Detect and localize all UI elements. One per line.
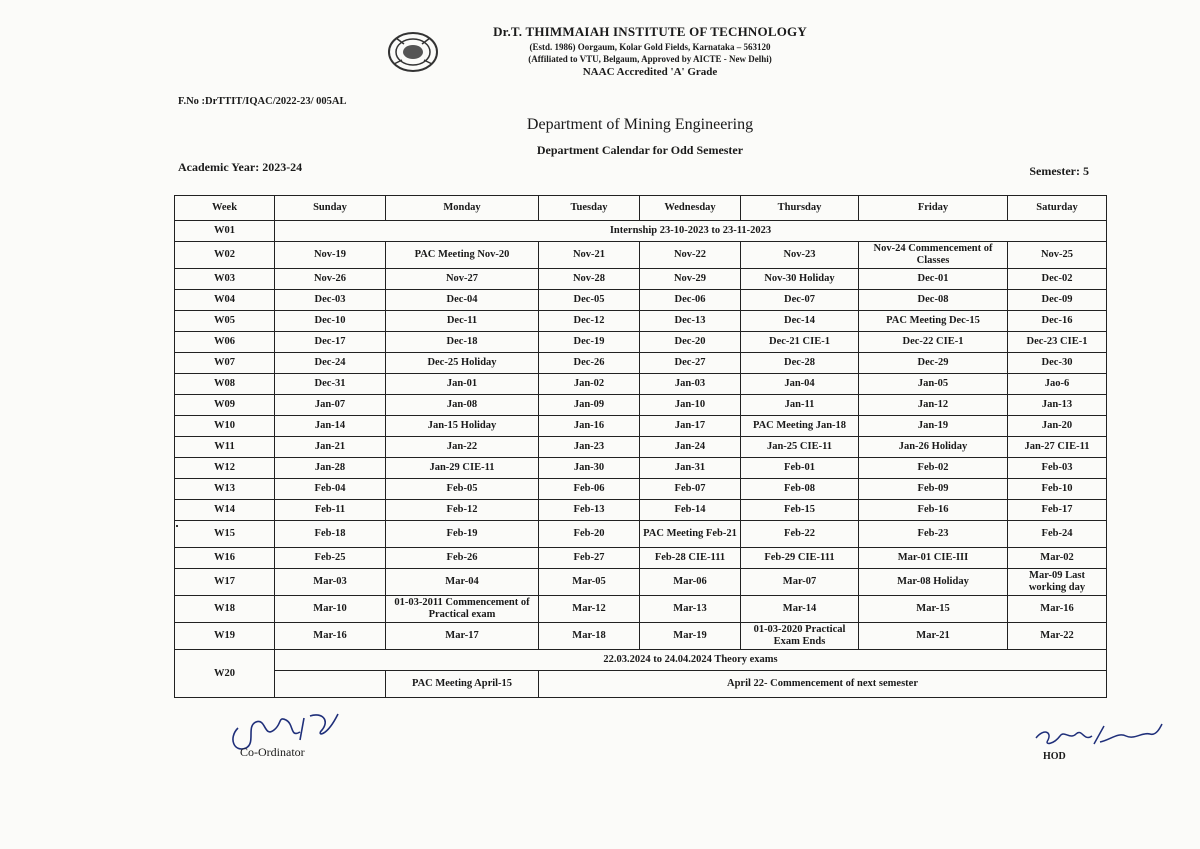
week-cell: W05: [175, 311, 275, 332]
date-cell: Mar-09 Last working day: [1008, 569, 1107, 596]
table-row: [175, 353, 1107, 374]
table-row: [175, 548, 1107, 569]
week-cell: W20: [175, 650, 275, 698]
date-cell: Jan-15 Holiday: [386, 416, 539, 437]
date-cell: Nov-29: [640, 269, 741, 290]
institute-logo: [386, 30, 440, 74]
department-title: Department of Mining Engineering: [526, 116, 754, 133]
table-row: [175, 416, 1107, 437]
date-cell: Jan-08: [386, 395, 539, 416]
date-cell: Dec-01: [859, 269, 1008, 290]
date-cell: Jan-24: [640, 437, 741, 458]
date-cell: Jan-02: [539, 374, 640, 395]
date-cell: Nov-25: [1008, 242, 1107, 269]
date-cell: Dec-22 CIE-1: [859, 332, 1008, 353]
date-cell: Jan-09: [539, 395, 640, 416]
table-row: [175, 395, 1107, 416]
table-row: [175, 332, 1107, 353]
table-header-row: [175, 196, 1107, 221]
date-cell: Dec-19: [539, 332, 640, 353]
date-cell: Mar-19: [640, 623, 741, 650]
date-cell: Jan-21: [275, 437, 386, 458]
date-cell: 01-03-2020 Practical Exam Ends: [741, 623, 859, 650]
week-cell: W02: [175, 242, 275, 269]
date-cell: Feb-08: [741, 479, 859, 500]
date-cell: Feb-20: [539, 521, 640, 548]
date-cell: Dec-16: [1008, 311, 1107, 332]
header-thursday: Thursday: [741, 196, 859, 221]
date-cell: Dec-06: [640, 290, 741, 311]
date-cell: Nov-28: [539, 269, 640, 290]
date-cell: Jan-11: [741, 395, 859, 416]
institute-address: (Estd. 1986) Oorgaum, Kolar Gold Fields, Karnataka – 563120: [529, 42, 771, 52]
empty-cell: [275, 671, 386, 698]
date-cell: Jan-25 CIE-11: [741, 437, 859, 458]
date-cell: Feb-19: [386, 521, 539, 548]
date-cell: Mar-07: [741, 569, 859, 596]
date-cell: Jan-28: [275, 458, 386, 479]
table-row-w20-bottom: [175, 671, 1107, 698]
table-row: [175, 437, 1107, 458]
date-cell: Dec-04: [386, 290, 539, 311]
date-cell: Feb-24: [1008, 521, 1107, 548]
date-cell: PAC Meeting Dec-15: [859, 311, 1008, 332]
date-cell: Mar-05: [539, 569, 640, 596]
table-row: [175, 500, 1107, 521]
next-semester-cell: April 22- Commencement of next semester: [539, 671, 1107, 698]
date-cell: Feb-09: [859, 479, 1008, 500]
date-cell: Jan-12: [859, 395, 1008, 416]
institute-header: [470, 24, 830, 78]
header-week: Week: [175, 196, 275, 221]
date-cell: Jan-19: [859, 416, 1008, 437]
date-cell: Feb-16: [859, 500, 1008, 521]
date-cell: Feb-02: [859, 458, 1008, 479]
week-cell: W09: [175, 395, 275, 416]
date-cell: Jan-07: [275, 395, 386, 416]
week-cell: W12: [175, 458, 275, 479]
table-row: [175, 311, 1107, 332]
date-cell: Jan-29 CIE-11: [386, 458, 539, 479]
table-row: [175, 479, 1107, 500]
date-cell: Dec-18: [386, 332, 539, 353]
date-cell: Jan-22: [386, 437, 539, 458]
table-row: [175, 242, 1107, 269]
date-cell: Feb-15: [741, 500, 859, 521]
date-cell: Feb-05: [386, 479, 539, 500]
date-cell: Mar-02: [1008, 548, 1107, 569]
date-cell: Mar-21: [859, 623, 1008, 650]
week-cell: W15: [175, 521, 275, 548]
date-cell: Nov-19: [275, 242, 386, 269]
date-cell: Nov-21: [539, 242, 640, 269]
date-cell: Mar-08 Holiday: [859, 569, 1008, 596]
department-calendar-table: [174, 195, 1107, 698]
semester-label: Semester: 5: [1029, 164, 1089, 178]
naac-accreditation: NAAC Accredited 'A' Grade: [582, 66, 718, 78]
date-cell: Jao-6: [1008, 374, 1107, 395]
table-row: [175, 569, 1107, 596]
date-cell: Dec-30: [1008, 353, 1107, 374]
date-cell: Mar-14: [741, 596, 859, 623]
table-row: [175, 374, 1107, 395]
header-wednesday: Wednesday: [640, 196, 741, 221]
date-cell: Nov-22: [640, 242, 741, 269]
date-cell: Mar-13: [640, 596, 741, 623]
header-sunday: Sunday: [275, 196, 386, 221]
date-cell: Feb-11: [275, 500, 386, 521]
date-cell: Jan-17: [640, 416, 741, 437]
week-cell: W17: [175, 569, 275, 596]
date-cell: Dec-20: [640, 332, 741, 353]
date-cell: Dec-21 CIE-1: [741, 332, 859, 353]
date-cell: Jan-27 CIE-11: [1008, 437, 1107, 458]
date-cell: Nov-27: [386, 269, 539, 290]
week-cell: W18: [175, 596, 275, 623]
date-cell: Feb-18: [275, 521, 386, 548]
hod-label: HOD: [1043, 751, 1066, 762]
file-number: F.No :DrTTIT/IQAC/2022-23/ 005AL: [178, 96, 347, 107]
date-cell: Dec-03: [275, 290, 386, 311]
week-cell: W16: [175, 548, 275, 569]
date-cell: Jan-03: [640, 374, 741, 395]
date-cell: Mar-16: [275, 623, 386, 650]
date-cell: Jan-13: [1008, 395, 1107, 416]
date-cell: Feb-12: [386, 500, 539, 521]
date-cell: Mar-06: [640, 569, 741, 596]
date-cell: Feb-27: [539, 548, 640, 569]
table-row: [175, 623, 1107, 650]
academic-year: Academic Year: 2023-24: [178, 160, 303, 174]
date-cell: Feb-17: [1008, 500, 1107, 521]
date-cell: Jan-01: [386, 374, 539, 395]
date-cell: Feb-23: [859, 521, 1008, 548]
date-cell: Dec-05: [539, 290, 640, 311]
date-cell: Feb-29 CIE-111: [741, 548, 859, 569]
date-cell: Dec-14: [741, 311, 859, 332]
date-cell: Mar-15: [859, 596, 1008, 623]
date-cell: Feb-06: [539, 479, 640, 500]
date-cell: Dec-23 CIE-1: [1008, 332, 1107, 353]
date-cell: Dec-13: [640, 311, 741, 332]
date-cell: Jan-10: [640, 395, 741, 416]
coordinator-label: Co-Ordinator: [240, 745, 305, 759]
date-cell: PAC Meeting Jan-18: [741, 416, 859, 437]
date-cell: Feb-26: [386, 548, 539, 569]
header-monday: Monday: [386, 196, 539, 221]
institute-name: Dr.T. THIMMAIAH INSTITUTE OF TECHNOLOGY: [493, 24, 807, 39]
date-cell: Jan-26 Holiday: [859, 437, 1008, 458]
week-cell: W13: [175, 479, 275, 500]
week-cell: W07: [175, 353, 275, 374]
week-cell: W01: [175, 221, 275, 242]
date-cell: Dec-12: [539, 311, 640, 332]
date-cell: Dec-27: [640, 353, 741, 374]
week-cell: W03: [175, 269, 275, 290]
date-cell: Dec-29: [859, 353, 1008, 374]
date-cell: Dec-10: [275, 311, 386, 332]
date-cell: Dec-02: [1008, 269, 1107, 290]
table-row: [175, 269, 1107, 290]
date-cell: Feb-22: [741, 521, 859, 548]
date-cell: Mar-10: [275, 596, 386, 623]
date-cell: Feb-28 CIE-111: [640, 548, 741, 569]
table-row: [175, 521, 1107, 548]
table-row: [175, 290, 1107, 311]
table-row-w20-top: [175, 650, 1107, 671]
date-cell: Dec-31: [275, 374, 386, 395]
date-cell: Mar-04: [386, 569, 539, 596]
date-cell: Mar-03: [275, 569, 386, 596]
date-cell: 01-03-2011 Commencement of Practical exam: [386, 596, 539, 623]
date-cell: Dec-26: [539, 353, 640, 374]
header-saturday: Saturday: [1008, 196, 1107, 221]
institute-affiliation: (Affiliated to VTU, Belgaum, Approved by AICTE - New Delhi): [528, 54, 772, 64]
date-cell: Feb-01: [741, 458, 859, 479]
date-cell: Feb-13: [539, 500, 640, 521]
date-cell: Dec-09: [1008, 290, 1107, 311]
date-cell: Jan-23: [539, 437, 640, 458]
date-cell: Dec-07: [741, 290, 859, 311]
date-cell: Feb-14: [640, 500, 741, 521]
date-cell: Nov-30 Holiday: [741, 269, 859, 290]
date-cell: Nov-26: [275, 269, 386, 290]
date-cell: Mar-22: [1008, 623, 1107, 650]
date-cell: Nov-24 Commencement of Classes: [859, 242, 1008, 269]
week-cell: W19: [175, 623, 275, 650]
pac-meeting-cell: PAC Meeting April-15: [386, 671, 539, 698]
date-cell: PAC Meeting Feb-21: [640, 521, 741, 548]
date-cell: Mar-18: [539, 623, 640, 650]
week-cell: W04: [175, 290, 275, 311]
date-cell: Jan-31: [640, 458, 741, 479]
date-cell: Jan-14: [275, 416, 386, 437]
header-friday: Friday: [859, 196, 1008, 221]
date-cell: Mar-16: [1008, 596, 1107, 623]
date-cell: Mar-01 CIE-III: [859, 548, 1008, 569]
date-cell: Dec-17: [275, 332, 386, 353]
week-cell: W14: [175, 500, 275, 521]
table-row-w01: [175, 221, 1107, 242]
date-cell: PAC Meeting Nov-20: [386, 242, 539, 269]
calendar-title: Department Calendar for Odd Semester: [536, 143, 744, 157]
date-cell: Jan-20: [1008, 416, 1107, 437]
date-cell: Dec-25 Holiday: [386, 353, 539, 374]
table-row: [175, 596, 1107, 623]
date-cell: Jan-16: [539, 416, 640, 437]
internship-span-cell: Internship 23-10-2023 to 23-11-2023: [275, 221, 1107, 242]
date-cell: Dec-08: [859, 290, 1008, 311]
date-cell: Mar-17: [386, 623, 539, 650]
date-cell: Feb-04: [275, 479, 386, 500]
date-cell: Jan-04: [741, 374, 859, 395]
date-cell: Jan-05: [859, 374, 1008, 395]
theory-exams-cell: 22.03.2024 to 24.04.2024 Theory exams: [275, 650, 1107, 671]
date-cell: Jan-30: [539, 458, 640, 479]
date-cell: Nov-23: [741, 242, 859, 269]
week-cell: W10: [175, 416, 275, 437]
week-cell: W06: [175, 332, 275, 353]
date-cell: Dec-24: [275, 353, 386, 374]
week-cell: W08: [175, 374, 275, 395]
date-cell: Feb-10: [1008, 479, 1107, 500]
week-cell: W11: [175, 437, 275, 458]
date-cell: Feb-03: [1008, 458, 1107, 479]
date-cell: Mar-12: [539, 596, 640, 623]
date-cell: Dec-11: [386, 311, 539, 332]
date-cell: Dec-28: [741, 353, 859, 374]
header-tuesday: Tuesday: [539, 196, 640, 221]
date-cell: Feb-25: [275, 548, 386, 569]
date-cell: Feb-07: [640, 479, 741, 500]
table-row: [175, 458, 1107, 479]
